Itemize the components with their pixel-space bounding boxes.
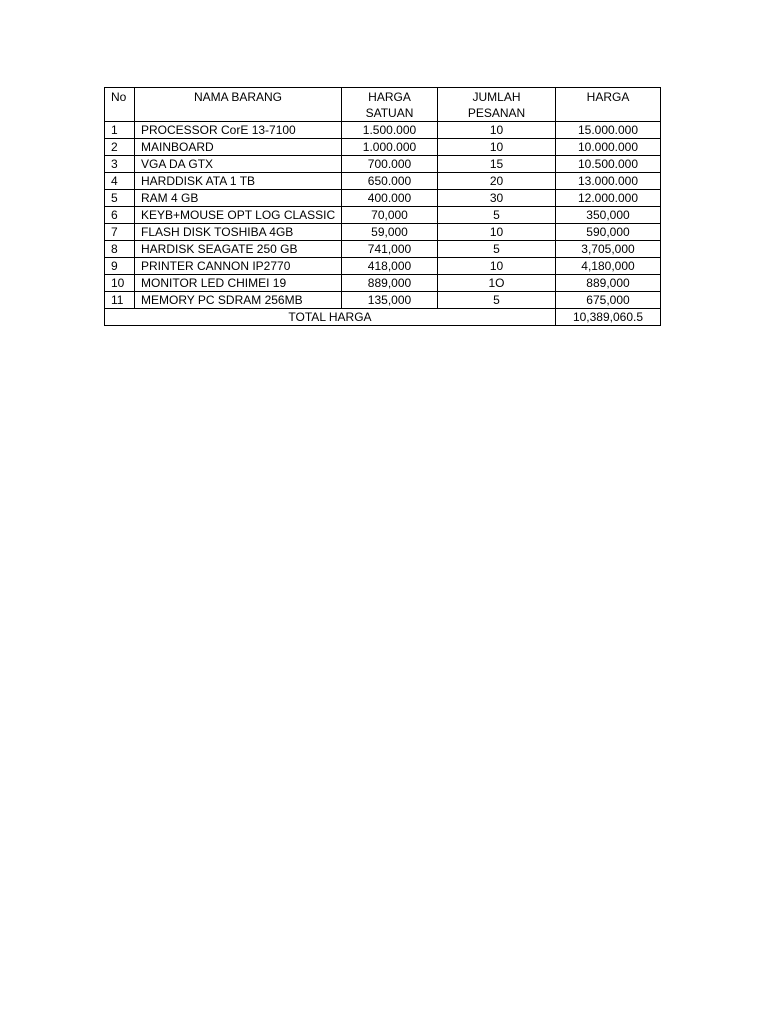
cell-harga-satuan: 889,000 [342,275,438,292]
cell-jumlah-pesanan: 5 [438,241,556,258]
cell-harga: 13.000.000 [556,173,661,190]
header-harga-satuan-line1: HARGA [368,90,411,104]
total-label: TOTAL HARGA [105,309,556,326]
cell-harga: 4,180,000 [556,258,661,275]
cell-harga-satuan: 1.500.000 [342,122,438,139]
cell-jumlah-pesanan: 1O [438,275,556,292]
table-row [105,292,661,309]
cell-nama-barang: PRINTER CANNON IP2770 [135,258,342,275]
cell-no: 11 [105,292,135,309]
cell-jumlah-pesanan: 10 [438,139,556,156]
table-row [105,156,661,173]
price-table [104,87,661,326]
header-jumlah-pesanan-line2: PESANAN [467,106,526,120]
table-header [105,88,661,122]
cell-harga: 3,705,000 [556,241,661,258]
cell-nama-barang: HARDISK SEAGATE 250 GB [135,241,342,258]
cell-harga-satuan: 418,000 [342,258,438,275]
header-nama-barang: NAMA BARANG [135,88,342,122]
cell-nama-barang: MONITOR LED CHIMEI 19 [135,275,342,292]
cell-harga: 675,000 [556,292,661,309]
cell-harga: 15.000.000 [556,122,661,139]
cell-harga-satuan: 400.000 [342,190,438,207]
cell-nama-barang: PROCESSOR CorE 13-7100 [135,122,342,139]
cell-nama-barang: MAINBOARD [135,139,342,156]
cell-no: 5 [105,190,135,207]
cell-no: 9 [105,258,135,275]
table-footer [105,309,661,326]
cell-harga-satuan: 741,000 [342,241,438,258]
table-body [105,122,661,309]
header-harga-satuan-line2: SATUAN [365,106,414,120]
header-row [105,88,661,122]
cell-jumlah-pesanan: 30 [438,190,556,207]
cell-harga: 889,000 [556,275,661,292]
table-row [105,241,661,258]
header-harga: HARGA [556,88,661,122]
header-no: No [105,88,135,122]
cell-jumlah-pesanan: 15 [438,156,556,173]
cell-no: 4 [105,173,135,190]
cell-no: 1 [105,122,135,139]
table-row [105,258,661,275]
cell-jumlah-pesanan: 20 [438,173,556,190]
header-jumlah-pesanan [438,88,556,122]
cell-nama-barang: KEYB+MOUSE OPT LOG CLASSIC [135,207,342,224]
table-row [105,224,661,241]
cell-harga: 10.500.000 [556,156,661,173]
table-row [105,190,661,207]
cell-harga-satuan: 650.000 [342,173,438,190]
cell-harga: 350,000 [556,207,661,224]
cell-harga: 12.000.000 [556,190,661,207]
cell-nama-barang: MEMORY PC SDRAM 256MB [135,292,342,309]
table-row [105,122,661,139]
table-row [105,173,661,190]
cell-no: 3 [105,156,135,173]
cell-harga-satuan: 700.000 [342,156,438,173]
cell-harga: 590,000 [556,224,661,241]
cell-no: 8 [105,241,135,258]
cell-jumlah-pesanan: 5 [438,292,556,309]
table-row [105,139,661,156]
cell-jumlah-pesanan: 10 [438,224,556,241]
table-row [105,275,661,292]
cell-no: 6 [105,207,135,224]
cell-jumlah-pesanan: 10 [438,258,556,275]
table-row [105,207,661,224]
cell-harga-satuan: 1.000.000 [342,139,438,156]
header-jumlah-pesanan-line1: JUMLAH [472,90,521,104]
cell-nama-barang: HARDDISK ATA 1 TB [135,173,342,190]
cell-harga-satuan: 59,000 [342,224,438,241]
cell-harga-satuan: 70,000 [342,207,438,224]
cell-no: 7 [105,224,135,241]
cell-harga-satuan: 135,000 [342,292,438,309]
cell-nama-barang: FLASH DISK TOSHIBA 4GB [135,224,342,241]
cell-jumlah-pesanan: 10 [438,122,556,139]
cell-no: 10 [105,275,135,292]
cell-harga: 10.000.000 [556,139,661,156]
total-row [105,309,661,326]
cell-jumlah-pesanan: 5 [438,207,556,224]
cell-no: 2 [105,139,135,156]
header-harga-satuan [342,88,438,122]
cell-nama-barang: RAM 4 GB [135,190,342,207]
cell-nama-barang: VGA DA GTX [135,156,342,173]
total-value: 10,389,060.5 [556,309,661,326]
